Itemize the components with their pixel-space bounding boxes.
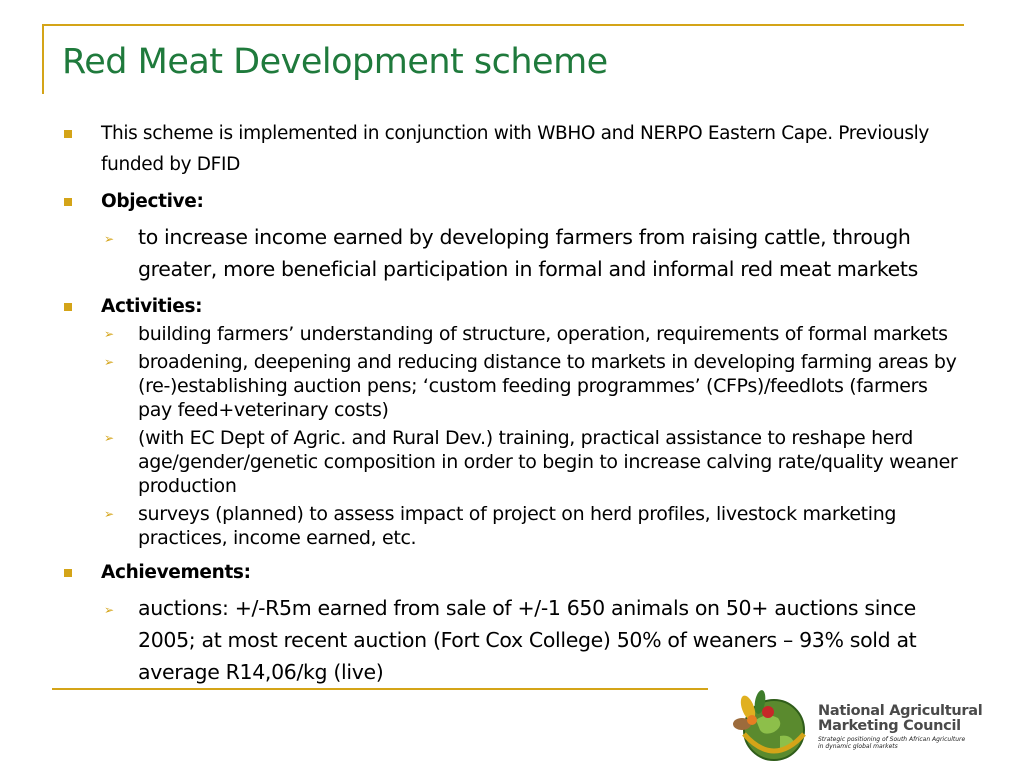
arrow-bullet-icon: ➢ [104,507,114,521]
objective-item [62,221,962,285]
slide-body [62,118,962,688]
arrow-bullet-icon: ➢ [104,355,114,369]
logo-name-line: National Agricultural [818,703,983,719]
title-frame-left-rule [42,24,44,94]
activity-item [62,502,962,550]
logo-tagline-line: Strategic positioning of South African Agriculture [818,736,966,743]
bullet-intro [62,118,962,180]
title-frame-top-rule [42,24,964,26]
activity-item-text: (with EC Dept of Agric. and Rural Dev.) training, practical assistance to reshape herd age/gender/genetic composition in order to begin to increase calving rate/quality weaner production [138,427,958,497]
activity-item [62,322,962,346]
activity-item [62,426,962,498]
logo-tagline-line: in dynamic global markets [818,743,898,750]
namc-logo [708,686,1024,768]
activity-item [62,350,962,422]
globe-produce-logo-icon [722,690,818,768]
bullet-objective [62,186,962,217]
activity-item-text: broadening, deepening and reducing distance to markets in developing farming areas by (re-)establishing auction pens; ‘custom feeding programmes’ (CFPs)/feedlots (farmers pay feed+veterinary costs) [138,351,957,421]
achievement-item [62,592,962,688]
square-bullet-icon [64,569,72,577]
square-bullet-icon [64,198,72,206]
logo-name-line: Marketing Council [818,718,961,734]
arrow-bullet-icon: ➢ [104,232,114,246]
bullet-activities-heading: Activities: [101,296,203,317]
logo-organization-name [818,704,1024,734]
bullet-activities [62,291,962,322]
bullet-achievements [62,557,962,588]
logo-tagline [818,736,1024,750]
activity-item-text: building farmers’ understanding of structure, operation, requirements of formal markets [138,323,948,345]
activity-item-text: surveys (planned) to assess impact of project on herd profiles, livestock marketing practices, income earned, etc. [138,503,897,549]
arrow-bullet-icon: ➢ [104,603,114,617]
bullet-intro-text: This scheme is implemented in conjunction with WBHO and NERPO Eastern Cape. Previously funded by DFID [101,123,930,175]
slide-title: Red Meat Development scheme [62,42,608,82]
square-bullet-icon [64,303,72,311]
bullet-achievements-heading: Achievements: [101,562,251,583]
bullet-objective-heading: Objective: [101,191,204,212]
objective-item-text: to increase income earned by developing farmers from raising cattle, through greater, more beneficial participation in formal and informal red meat markets [138,225,918,281]
achievement-item-text: auctions: +/-R5m earned from sale of +/-1 650 animals on 50+ auctions since 2005; at most recent auction (Fort Cox College) 50% of weaners – 93% sold at average R14,06/kg (live) [138,596,917,684]
square-bullet-icon [64,130,72,138]
arrow-bullet-icon: ➢ [104,431,114,445]
arrow-bullet-icon: ➢ [104,327,114,341]
